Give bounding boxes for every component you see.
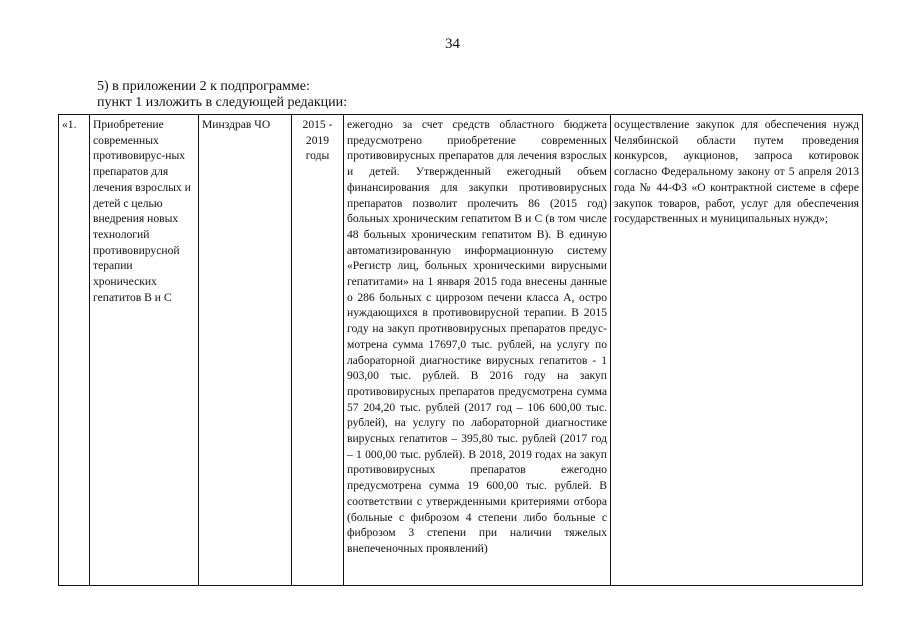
row-number-cell: «1. [59,115,90,586]
amendment-table [58,114,863,586]
description-cell: ежегодно за счет средств областного бюджета предусмотрено приобретение современных противовирусных препаратов для лечения взрослых и детей. Утвержденный ежегодный объем финансирования для закупки противовирусных препаратов позволит пролечить 86 (2015 год) больных хроническим гепатитом В и С (в том числе 48 больных хроническим гепатитом В). В единую автоматизированную информационную систему «Регистр лиц, больных хроническими вирусными гепатитами» на 1 января 2015 года внесены данные о 286 больных с циррозом печени класса А, остро нуждающихся в противовирусной терапии. В 2015 году на закуп противовирусных препаратов предус-мотрена сумма 17697,0 тыс. рублей, на услугу по лабораторной диагностике вирусных гепатитов - 1 903,00 тыс. рублей. В 2016 году на закуп противовирусных препаратов предусмотрена сумма 57 204,20 тыс. рублей (2017 год – 106 600,00 тыс. рублей), на услугу по лабораторной диагностике вирусных гепатитов – 395,80 тыс. рублей (2017 год – 1 000,00 тыс. рублей). В 2018, 2019 годах на закуп противовирусных препаратов ежегодно предусмотрена сумма 19 600,00 тыс. рублей. В соответствии с утвержденными критериями отбора (больные с фиброзом 4 степени либо больные с фиброзом 3 степени при наличии тяжелых внепеченочных проявлений) [344,115,611,586]
page-number: 34 [445,36,460,52]
intro-line-appendix: 5) в приложении 2 к подпрограмме: [97,79,310,94]
years-cell: 2015 - 2019 годы [292,115,344,586]
executor-cell: Минздрав ЧО [199,115,292,586]
measure-name-cell: Приобретение современных противовирус-ных препаратов для лечения взрослых и детей с целью внедрения новых технологий противовирусной терапии хронических гепатитов В и С [90,115,199,586]
table-row [59,115,863,586]
result-cell: осуществление закупок для обеспечения нужд Челябинской области путем проведения конкурсов, аукционов, запроса котировок согласно Федеральному закону от 5 апреля 2013 года № 44-ФЗ «О контрактной системе в сфере закупок товаров, работ, услуг для обеспечения государственных и муниципальных нужд»; [611,115,863,586]
intro-line-item: пункт 1 изложить в следующей редакции: [97,95,347,110]
